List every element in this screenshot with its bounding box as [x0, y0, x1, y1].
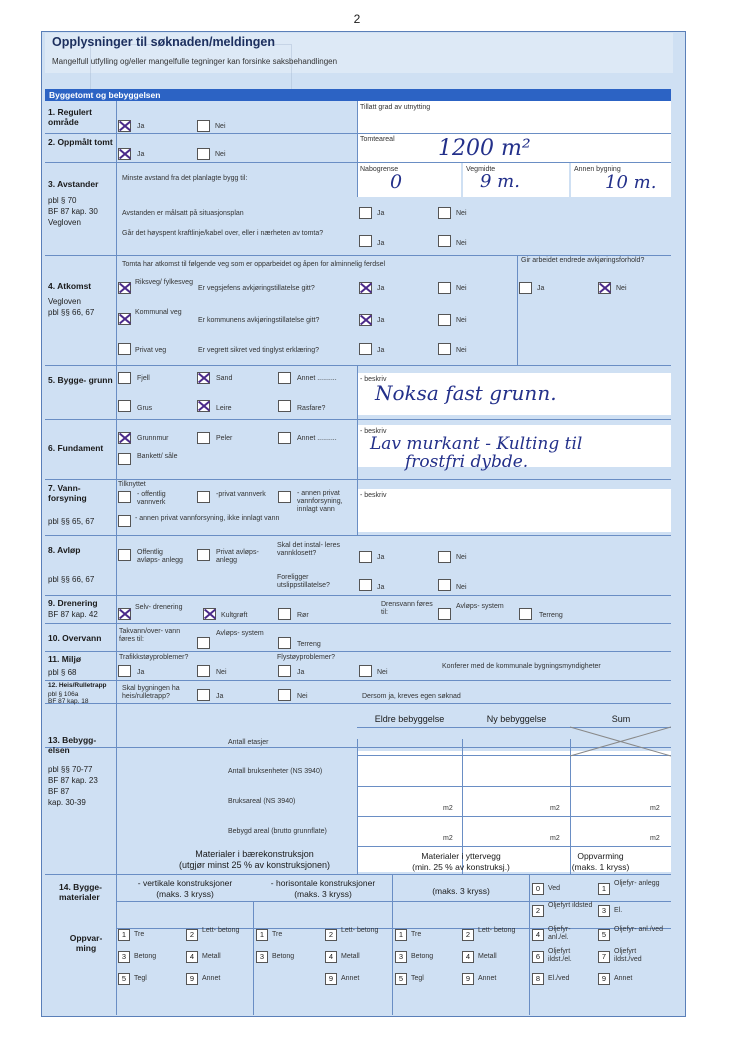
s13-label: 13. Bebygg- elsen — [48, 735, 97, 755]
vert-4-label: Metall — [202, 953, 221, 960]
takvann-label: Takvann/over- vann føres til: — [119, 628, 181, 643]
offentlig-avlop-checkbox[interactable] — [118, 549, 131, 561]
drens-terreng-label: Terreng — [539, 612, 563, 619]
kommunal-veg-label: Kommunal veg — [135, 309, 182, 316]
oppvarming-label: Oppvar- ming — [69, 933, 103, 953]
kommunal-veg-checkbox[interactable] — [118, 313, 131, 325]
horis-3-box[interactable]: 3 — [256, 951, 268, 963]
grunnmur-label: Grunnmur — [137, 435, 169, 442]
konferer-label: Konferer med de kommunale bygningsmyndigheter — [442, 663, 601, 670]
atkomst-intro: Tomta har atkomst til følgende veg som er opparbeidet og åpen for alminnelig ferdsel — [122, 261, 386, 268]
row-etasjer: Antall etasjer — [228, 739, 269, 746]
kultgroft-label: Kultgrøft — [221, 612, 248, 619]
kommunen-ja-label: Ja — [377, 317, 385, 324]
col-sum: Sum — [611, 714, 631, 724]
drens-avlop-checkbox[interactable] — [438, 608, 451, 620]
ytter-sub: (min. 25 % av konstruksj.) — [412, 862, 510, 872]
vert-5-box[interactable]: 5 — [118, 973, 130, 985]
oppv-2-box[interactable]: 2 — [532, 905, 544, 917]
oppv-1-box[interactable]: 1 — [598, 883, 610, 895]
vannforsyning-beskriv-label: - beskriv — [360, 492, 387, 499]
vegsjef-nei-checkbox[interactable] — [438, 282, 451, 294]
leire-checkbox[interactable] — [197, 400, 210, 412]
s7-label: 7. Vann- forsyning — [48, 483, 87, 503]
s3-malt-nei-label: Nei — [456, 210, 467, 217]
heis-label: Skal bygningen ha heis/rulletrapp? — [122, 685, 180, 700]
endrede-label: Gir arbeidet endrede avkjøringsforhold? — [521, 257, 645, 264]
privat-veg-label: Privat veg — [135, 347, 167, 354]
ytter-9-label: Annet — [478, 975, 497, 982]
tomteareal-value: 1200 m² — [438, 136, 531, 161]
vert-1-box[interactable]: 1 — [118, 929, 130, 941]
s2-ja-checkbox[interactable] — [118, 148, 131, 160]
fly-nei-checkbox[interactable] — [359, 665, 372, 677]
s5-label: 5. Bygge- grunn — [48, 375, 113, 385]
oppv-9-box[interactable]: 9 — [598, 973, 610, 985]
s8-ref: pbl §§ 66, 67 — [48, 575, 95, 584]
utslipp-ja-checkbox[interactable] — [359, 579, 372, 591]
utslipp-nei-checkbox[interactable] — [438, 579, 451, 591]
hoyspent-label: Går det høyspent kraftlinje/kabel over, eller i nærheten av tomta? — [122, 230, 324, 237]
byggegrunn-handwriting: Noksa fast grunn. — [375, 381, 557, 405]
s13-ref-pbl: pbl §§ 70-77 — [48, 765, 93, 774]
horis-label: - horisontale konstruksjoner — [270, 878, 376, 888]
endrede-ja-checkbox[interactable] — [519, 282, 532, 294]
page-number: 2 — [353, 12, 361, 26]
overvann-terreng-checkbox[interactable] — [278, 637, 291, 649]
annen-innlagt-checkbox[interactable] — [278, 491, 291, 503]
rasfare-checkbox[interactable] — [278, 400, 291, 412]
s12-ref-pbl: pbl § 106a — [48, 691, 79, 698]
s12-ref-bf: BF 87 kap. 18 — [48, 698, 89, 705]
annen-bygning-label: Annen bygning — [574, 166, 621, 173]
utslipp-nei-label: Nei — [456, 584, 467, 591]
malt-label: Avstanden er målsatt på situasjonsplan — [122, 210, 244, 217]
overvann-avlop-checkbox[interactable] — [197, 637, 210, 649]
utslipp-ja-label: Ja — [377, 584, 385, 591]
horis-9-label: Annet — [341, 975, 360, 982]
horis-1-label: Tre — [272, 931, 283, 938]
privat-veg-checkbox[interactable] — [118, 343, 131, 355]
col-eldre: Eldre bebyggelse — [374, 714, 445, 724]
vert-4-box[interactable]: 4 — [186, 951, 198, 963]
kommunen-nei-checkbox[interactable] — [438, 314, 451, 326]
col-ny: Ny bebyggelse — [486, 714, 547, 724]
form-grid — [45, 101, 671, 1015]
privat-vann-checkbox[interactable] — [197, 491, 210, 503]
oppv-6-label: Oljefyrt ildst./el. — [548, 948, 572, 963]
s2-label: 2. Oppmålt tomt — [48, 137, 113, 147]
privat-avlop-label: Privat avløps- anlegg — [216, 549, 259, 564]
ytter-5-label: Tegl — [411, 975, 424, 982]
baer-sub: (utgjør minst 25 % av konstruksjonen) — [178, 860, 331, 870]
ytter-3-label: Betong — [411, 953, 434, 960]
riksveg-label: Riksveg/ fylkesveg — [135, 279, 193, 286]
bruksareal-ny-unit: m2 — [550, 805, 560, 812]
s2-nei-checkbox[interactable] — [197, 148, 210, 160]
offentlig-avlop-label: Offentlig avløps- anlegg — [137, 549, 183, 564]
annen-ikke-innlagt-checkbox[interactable] — [118, 515, 131, 527]
bruksareal-sum-unit: m2 — [650, 805, 660, 812]
fundament-handwriting-1: Lav murkant - Kulting til — [370, 434, 583, 454]
drens-terreng-checkbox[interactable] — [519, 608, 532, 620]
oppv-2-label: Oljefyrt ildsted — [548, 902, 593, 909]
fly-ja-label: Ja — [297, 669, 305, 676]
oppv-8-box[interactable]: 8 — [532, 973, 544, 985]
vert-3-box[interactable]: 3 — [118, 951, 130, 963]
flystoy-label: Flystøyproblemer? — [277, 654, 335, 661]
trafikk-ja-checkbox[interactable] — [118, 665, 131, 677]
bankett-checkbox[interactable] — [118, 453, 131, 465]
bankett-label: Bankett/ såle — [137, 453, 178, 460]
endrede-nei-label: Nei — [616, 285, 627, 292]
vegrett-ja-checkbox[interactable] — [359, 343, 372, 355]
grus-label: Grus — [137, 405, 153, 412]
heis-nei-label: Nei — [297, 693, 308, 700]
s3-hoyspent-ja-label: Ja — [377, 240, 385, 247]
baer-title: Materialer i bærekonstruksjon — [195, 849, 314, 859]
vert-9-box[interactable]: 9 — [186, 973, 198, 985]
oppv-5-box[interactable]: 5 — [598, 929, 610, 941]
oppv-4-label: Oljefyr- anl./el. — [548, 926, 571, 941]
bebygd-ny-unit: m2 — [550, 835, 560, 842]
bebygd-sum-unit: m2 — [650, 835, 660, 842]
oppv-3-label: El. — [614, 907, 623, 914]
s2-ja-label: Ja — [137, 151, 145, 158]
vegmidte-label: Vegmidte — [466, 166, 496, 173]
minste-avstand-label: Minste avstand fra det planlagte bygg til: — [122, 175, 248, 182]
vert-5-label: Tegl — [134, 975, 147, 982]
kommunen-ja-checkbox[interactable] — [359, 314, 372, 326]
fly-ja-checkbox[interactable] — [278, 665, 291, 677]
oppv-4-box[interactable]: 4 — [532, 929, 544, 941]
trafikk-ja-label: Ja — [137, 669, 145, 676]
form-subtitle: Mangelfull utfylling og/eller mangelfulle tegninger kan forsinke saksbehandlingen — [52, 57, 338, 66]
utslipp-label: Foreligger utslippstillatelse? — [277, 574, 330, 589]
oppv-8-label: El./ved — [548, 975, 570, 982]
s2-nei-label: Nei — [215, 151, 226, 158]
ytter-1-label: Tre — [411, 931, 422, 938]
sand-checkbox[interactable] — [197, 372, 210, 384]
endrede-ja-label: Ja — [537, 285, 545, 292]
horis-9-box[interactable]: 9 — [325, 973, 337, 985]
bebygd-eldre-unit: m2 — [443, 835, 453, 842]
oppv-title: Oppvarming — [577, 851, 624, 861]
s3-malt-ja-checkbox[interactable] — [359, 207, 372, 219]
form-title: Opplysninger til søknaden/meldingen — [52, 35, 275, 49]
tomteareal-label: Tomteareal — [360, 136, 395, 143]
offentlig-vann-label: - offentlig vannverk — [137, 491, 166, 506]
s8-label: 8. Avløp — [48, 545, 81, 555]
annen-ikke-innlagt-label: - annen privat vannforsyning, ikke innlagt vann — [135, 515, 280, 522]
fundament-handwriting-2: frostfri dybde. — [405, 452, 529, 472]
s6-label: 6. Fundament — [48, 443, 104, 453]
vert-3-label: Betong — [134, 953, 157, 960]
s9-ref: BF 87 kap. 42 — [48, 610, 98, 619]
oppv-sub: (maks. 1 kryss) — [571, 862, 630, 872]
vegsjef-label: Er vegsjefens avkjøringstillatelse gitt? — [198, 285, 315, 292]
s3-hoyspent-nei-label: Nei — [456, 240, 467, 247]
s11-label: 11. Miljø — [48, 654, 82, 664]
fly-nei-label: Nei — [377, 669, 388, 676]
selvdrenering-checkbox[interactable] — [118, 608, 131, 620]
oppv-6-box[interactable]: 6 — [532, 951, 544, 963]
ytter-4-label: Metall — [478, 953, 497, 960]
s9-label: 9. Drenering — [48, 598, 98, 608]
oppv-0-label: Ved — [548, 885, 561, 892]
leire-label: Leire — [216, 405, 232, 412]
s4-ref-pbl: pbl §§ 66, 67 — [48, 308, 95, 317]
tillatt-label: Tillatt grad av utnytting — [360, 104, 431, 111]
selvdrenering-label: Selv- drenering — [135, 604, 183, 611]
vannklosett-label: Skal det instal- leres vannklosett? — [277, 542, 341, 557]
endrede-nei-checkbox[interactable] — [598, 282, 611, 294]
ytter-2-box[interactable]: 2 — [462, 929, 474, 941]
s1-nei-label: Nei — [215, 123, 226, 130]
s1-ja-checkbox[interactable] — [118, 120, 131, 132]
offentlig-vann-checkbox[interactable] — [118, 491, 131, 503]
privat-vann-label: -privat vannverk — [216, 491, 266, 498]
s1-label: 1. Regulert område — [48, 107, 92, 127]
s1-ja-label: Ja — [137, 123, 145, 130]
overvann-avlop-label: Avløps- system — [216, 630, 264, 637]
ytter-title: Materialer i yttervegg — [421, 851, 501, 861]
vegsjef-nei-label: Nei — [456, 285, 467, 292]
overvann-terreng-label: Terreng — [297, 641, 321, 648]
vert-1-label: Tre — [134, 931, 145, 938]
ytter-9-box[interactable]: 9 — [462, 973, 474, 985]
s4-ref-vegloven: Vegloven — [48, 297, 81, 306]
annet-grunn-label: Annet .......... — [297, 375, 337, 382]
annet-fundament-label: Annet .......... — [297, 435, 337, 442]
tilknyttet-label: Tilknyttet — [118, 481, 146, 488]
trafikk-nei-label: Nei — [216, 669, 227, 676]
sand-label: Sand — [216, 375, 233, 382]
trafikk-nei-checkbox[interactable] — [197, 665, 210, 677]
ytter-maks: (maks. 3 kryss) — [432, 886, 490, 896]
peler-label: Peler — [216, 435, 233, 442]
s7-ref: pbl §§ 65, 67 — [48, 517, 95, 526]
trafikk-label: Trafikkstøyproblemer? — [119, 654, 189, 661]
vegrett-nei-label: Nei — [456, 347, 467, 354]
s13-ref-bf: BF 87 — [48, 787, 70, 796]
heis-ja-label: Ja — [216, 693, 224, 700]
s3-ref-bf: BF 87 kap. 30 — [48, 207, 98, 216]
riksveg-checkbox[interactable] — [118, 282, 131, 294]
dersom-label: Dersom ja, kreves egen søknad — [362, 693, 461, 700]
vegsjef-ja-checkbox[interactable] — [359, 282, 372, 294]
s3-malt-ja-label: Ja — [377, 210, 385, 217]
horis-1-box[interactable]: 1 — [256, 929, 268, 941]
row-bebygd: Bebygd areal (brutto grunnflate) — [228, 828, 327, 835]
s4-label: 4. Atkomst — [48, 281, 92, 291]
s13-ref-bf-23: BF 87 kap. 23 — [48, 776, 98, 785]
byggegrunn-beskriv-label: - beskriv — [360, 376, 387, 383]
vegrett-nei-checkbox[interactable] — [438, 343, 451, 355]
vegrett-ja-label: Ja — [377, 347, 385, 354]
fjell-label: Fjell — [137, 375, 150, 382]
ytter-5-box[interactable]: 5 — [395, 973, 407, 985]
fundament-beskriv-label: - beskriv — [360, 428, 387, 435]
heis-ja-checkbox[interactable] — [197, 689, 210, 701]
oppv-9-label: Annet — [614, 975, 633, 982]
annet-grunn-checkbox[interactable] — [278, 372, 291, 384]
horis-sub: (maks. 3 kryss) — [294, 889, 352, 899]
bruksareal-eldre-unit: m2 — [443, 805, 453, 812]
drensvann-label: Drensvann føres til: — [381, 601, 433, 616]
heis-nei-checkbox[interactable] — [278, 689, 291, 701]
horis-2-box[interactable]: 2 — [325, 929, 337, 941]
s12-label: 12. Heis/Rulletrapp — [48, 682, 107, 689]
drens-avlop-label: Avløps- system — [456, 603, 504, 610]
ror-label: Rør — [297, 612, 309, 619]
ytter-4-box[interactable]: 4 — [462, 951, 474, 963]
oppv-0-box[interactable]: 0 — [532, 883, 544, 895]
peler-checkbox[interactable] — [197, 432, 210, 444]
horis-2-label: Lett- betong — [341, 927, 379, 934]
s10-label: 10. Overvann — [48, 633, 102, 643]
oppv-3-box[interactable]: 3 — [598, 905, 610, 917]
oppv-5-label: Oljefyr- anl./ved — [614, 926, 664, 933]
annen-innlagt-label: - annen privat vannforsyning, innlagt vann — [297, 490, 343, 513]
ytter-1-box[interactable]: 1 — [395, 929, 407, 941]
oppv-7-box[interactable]: 7 — [598, 951, 610, 963]
horis-4-label: Metall — [341, 953, 360, 960]
annen-bygning-value: 10 m. — [605, 172, 657, 193]
annet-fundament-checkbox[interactable] — [278, 432, 291, 444]
grunnmur-checkbox[interactable] — [118, 432, 131, 444]
rasfare-label: Rasfare? — [297, 405, 326, 412]
vert-9-label: Annet — [202, 975, 221, 982]
horis-4-box[interactable]: 4 — [325, 951, 337, 963]
vert-label: - vertikale konstruksjoner — [137, 878, 233, 888]
row-bruksenheter: Antall bruksenheter (NS 3940) — [228, 768, 323, 775]
horis-3-label: Betong — [272, 953, 295, 960]
vannklosett-nei-label: Nei — [456, 554, 467, 561]
ror-checkbox[interactable] — [278, 608, 291, 620]
s1-nei-checkbox[interactable] — [197, 120, 210, 132]
oppv-7-label: Oljefyrt ildst./ved — [614, 948, 642, 963]
s3-malt-nei-checkbox[interactable] — [438, 207, 451, 219]
row-bruksareal: Bruksareal (NS 3940) — [228, 798, 296, 805]
ytter-2-label: Lett- betong — [478, 927, 516, 934]
vannklosett-ja-checkbox[interactable] — [359, 551, 372, 563]
vannklosett-ja-label: Ja — [377, 554, 385, 561]
s3-hoyspent-nei-checkbox[interactable] — [438, 235, 451, 247]
s11-ref: pbl § 68 — [48, 668, 77, 677]
s13-ref-kap: kap. 30-39 — [48, 798, 86, 807]
grus-checkbox[interactable] — [118, 400, 131, 412]
nabogrense-label: Nabogrense — [360, 166, 399, 173]
s3-ref-vegloven: Vegloven — [48, 218, 81, 227]
vannklosett-nei-checkbox[interactable] — [438, 551, 451, 563]
kommunen-nei-label: Nei — [456, 317, 467, 324]
ytter-3-box[interactable]: 3 — [395, 951, 407, 963]
vert-sub: (maks. 3 kryss) — [156, 889, 214, 899]
vegrett-label: Er vegrett sikret ved tinglyst erklæring? — [198, 347, 319, 354]
oppv-1-label: Oljefyr- anlegg — [614, 880, 660, 887]
section-title: Byggetomt og bebyggelsen — [49, 90, 161, 100]
vegmidte-value: 9 m. — [480, 171, 520, 192]
nabogrense-value: 0 — [390, 171, 403, 193]
s3-ref-pbl: pbl § 70 — [48, 196, 77, 205]
s14-label: 14. Bygge- materialer — [59, 882, 102, 902]
vegsjef-ja-label: Ja — [377, 285, 385, 292]
kultgroft-checkbox[interactable] — [203, 608, 216, 620]
vert-2-box[interactable]: 2 — [186, 929, 198, 941]
kommunen-label: Er kommunens avkjøringstillatelse gitt? — [198, 317, 320, 324]
s3-label: 3. Avstander — [48, 179, 99, 189]
vert-2-label: Lett- betong — [202, 927, 240, 934]
s3-hoyspent-ja-checkbox[interactable] — [359, 235, 372, 247]
section-header — [45, 89, 671, 101]
privat-avlop-checkbox[interactable] — [197, 549, 210, 561]
fjell-checkbox[interactable] — [118, 372, 131, 384]
